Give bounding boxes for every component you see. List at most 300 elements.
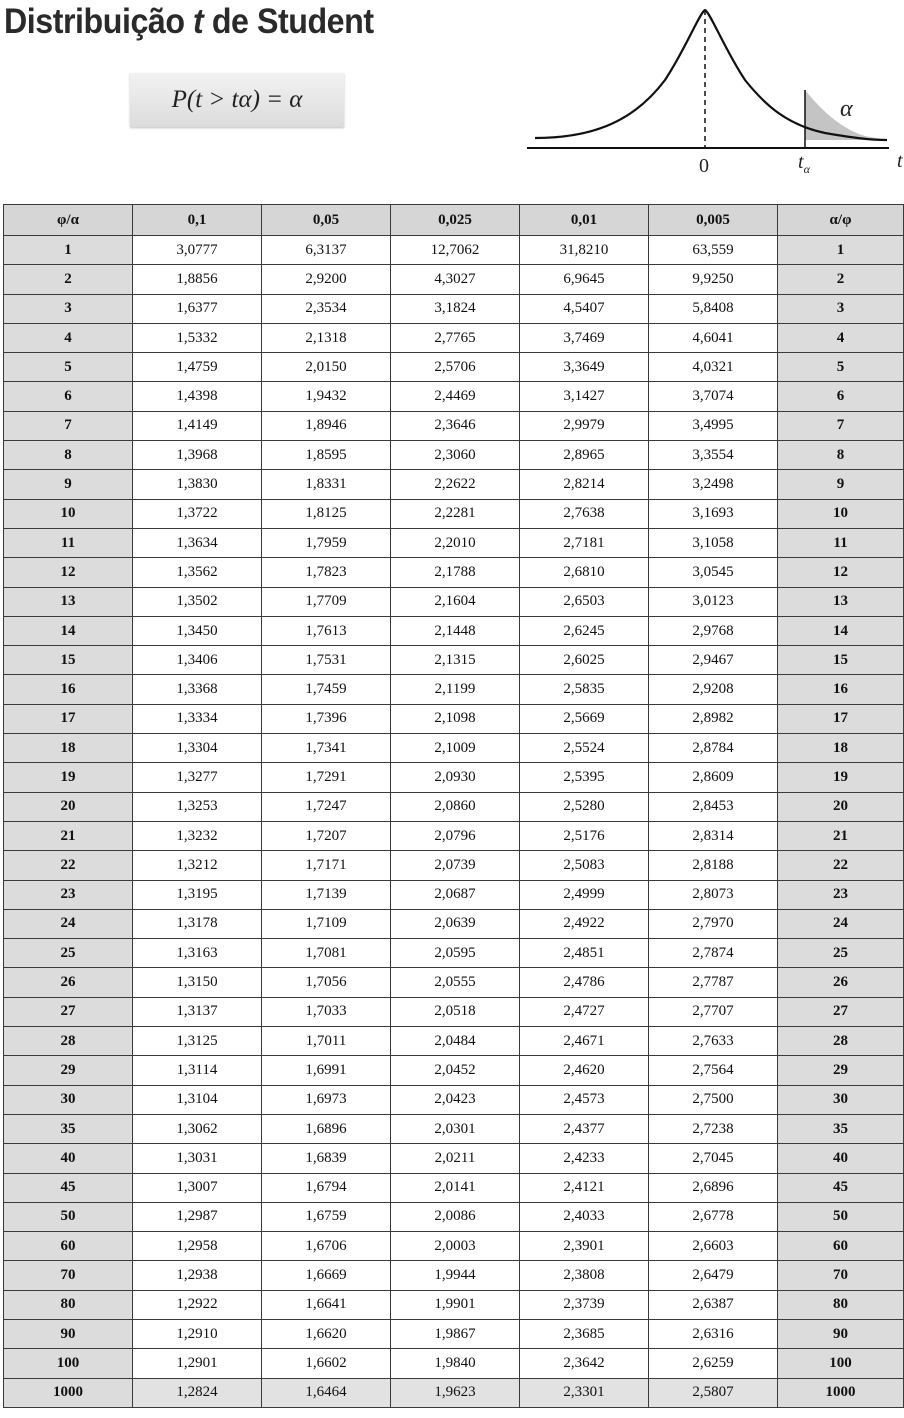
critical-value-cell: 1,7109: [262, 909, 391, 938]
critical-value-cell: 2,6259: [649, 1349, 778, 1378]
df-cell: 60: [4, 1232, 133, 1261]
critical-value-cell: 3,3554: [649, 441, 778, 470]
critical-value-cell: 2,7564: [649, 1056, 778, 1085]
critical-value-cell: 2,5669: [520, 704, 649, 733]
critical-value-cell: 2,0930: [391, 763, 520, 792]
df-cell-right: 21: [778, 821, 904, 850]
critical-value-cell: 1,3150: [133, 968, 262, 997]
df-cell-right: 10: [778, 499, 904, 528]
table-row: [4, 763, 904, 792]
critical-value-cell: 2,7707: [649, 997, 778, 1026]
critical-value-cell: 1,3195: [133, 880, 262, 909]
critical-value-cell: 2,2281: [391, 499, 520, 528]
critical-value-cell: 4,0321: [649, 353, 778, 382]
critical-value-cell: 6,9645: [520, 265, 649, 294]
critical-value-cell: 2,1315: [391, 646, 520, 675]
critical-value-cell: 2,7238: [649, 1114, 778, 1143]
critical-value-cell: 2,6778: [649, 1202, 778, 1231]
critical-value-cell: 2,3060: [391, 441, 520, 470]
df-cell: 23: [4, 880, 133, 909]
critical-value-cell: 2,8188: [649, 851, 778, 880]
critical-value-cell: 2,7633: [649, 1027, 778, 1056]
critical-value-cell: 2,8214: [520, 470, 649, 499]
critical-value-cell: 2,1448: [391, 616, 520, 645]
critical-value-cell: 2,6503: [520, 587, 649, 616]
header-df-alpha: φ/α: [4, 205, 133, 236]
critical-value-cell: 1,8595: [262, 441, 391, 470]
critical-value-cell: 1,2910: [133, 1319, 262, 1348]
critical-value-cell: 2,3646: [391, 411, 520, 440]
df-cell-right: 5: [778, 353, 904, 382]
df-cell-right: 35: [778, 1114, 904, 1143]
df-cell: 28: [4, 1027, 133, 1056]
critical-value-cell: 1,4398: [133, 382, 262, 411]
df-cell: 45: [4, 1173, 133, 1202]
critical-value-cell: 1,2922: [133, 1290, 262, 1319]
critical-value-cell: 4,3027: [391, 265, 520, 294]
table-row: [4, 821, 904, 850]
critical-value-cell: 1,6377: [133, 294, 262, 323]
critical-value-cell: 2,4121: [520, 1173, 649, 1202]
critical-value-cell: 1,3232: [133, 821, 262, 850]
critical-value-cell: 2,4233: [520, 1144, 649, 1173]
critical-value-cell: 9,9250: [649, 265, 778, 294]
critical-value-cell: 2,5280: [520, 792, 649, 821]
table-row: [4, 1261, 904, 1290]
critical-value-cell: 1,3334: [133, 704, 262, 733]
critical-value-cell: 2,6387: [649, 1290, 778, 1319]
critical-value-cell: 1,3406: [133, 646, 262, 675]
critical-value-cell: 2,2010: [391, 528, 520, 557]
critical-value-cell: 3,0123: [649, 587, 778, 616]
critical-value-cell: 1,3212: [133, 851, 262, 880]
critical-value-cell: 2,1604: [391, 587, 520, 616]
critical-value-cell: 2,0211: [391, 1144, 520, 1173]
df-cell-right: 8: [778, 441, 904, 470]
df-cell-right: 14: [778, 616, 904, 645]
df-cell: 1: [4, 236, 133, 265]
critical-value-cell: 4,5407: [520, 294, 649, 323]
critical-value-cell: 2,4469: [391, 382, 520, 411]
df-cell-right: 7: [778, 411, 904, 440]
critical-value-cell: 2,3685: [520, 1319, 649, 1348]
header-alpha-value: 0,05: [262, 205, 391, 236]
critical-value-cell: 2,2622: [391, 470, 520, 499]
df-cell-right: 16: [778, 675, 904, 704]
df-cell-right: 9: [778, 470, 904, 499]
df-cell: 22: [4, 851, 133, 880]
df-cell: 19: [4, 763, 133, 792]
df-cell: 14: [4, 616, 133, 645]
df-cell-right: 2: [778, 265, 904, 294]
critical-value-cell: 2,0595: [391, 939, 520, 968]
critical-value-cell: 2,7970: [649, 909, 778, 938]
header-row: [4, 205, 904, 236]
table-row: [4, 528, 904, 557]
critical-value-cell: 1,2958: [133, 1232, 262, 1261]
df-cell: 29: [4, 1056, 133, 1085]
critical-value-cell: 1,6641: [262, 1290, 391, 1319]
df-cell: 4: [4, 323, 133, 352]
critical-value-cell: 1,4149: [133, 411, 262, 440]
critical-value-cell: 1,7396: [262, 704, 391, 733]
alpha-label: α: [840, 96, 853, 122]
critical-value-cell: 1,8125: [262, 499, 391, 528]
critical-value-cell: 1,2938: [133, 1261, 262, 1290]
df-cell-right: 11: [778, 528, 904, 557]
critical-value-cell: 2,1098: [391, 704, 520, 733]
critical-value-cell: 1,6839: [262, 1144, 391, 1173]
page-title: [4, 2, 374, 42]
df-cell-right: 1: [778, 236, 904, 265]
df-cell-right: 15: [778, 646, 904, 675]
critical-value-cell: 2,4033: [520, 1202, 649, 1231]
critical-value-cell: 2,0518: [391, 997, 520, 1026]
table-row: [4, 1114, 904, 1143]
df-cell-right: 60: [778, 1232, 904, 1261]
critical-value-cell: 2,7500: [649, 1085, 778, 1114]
table-row: [4, 792, 904, 821]
critical-value-cell: 2,0150: [262, 353, 391, 382]
critical-value-cell: 2,6025: [520, 646, 649, 675]
df-cell: 20: [4, 792, 133, 821]
table-row: [4, 587, 904, 616]
critical-value-cell: 1,9840: [391, 1349, 520, 1378]
df-cell-right: 17: [778, 704, 904, 733]
critical-value-cell: 2,7638: [520, 499, 649, 528]
critical-value-cell: 12,7062: [391, 236, 520, 265]
df-cell: 1000: [4, 1378, 133, 1407]
critical-value-cell: 2,8609: [649, 763, 778, 792]
critical-value-cell: 3,2498: [649, 470, 778, 499]
df-cell-right: 80: [778, 1290, 904, 1319]
critical-value-cell: 2,1788: [391, 558, 520, 587]
critical-value-cell: 1,3722: [133, 499, 262, 528]
df-cell-right: 70: [778, 1261, 904, 1290]
critical-value-cell: 2,4727: [520, 997, 649, 1026]
critical-value-cell: 1,7709: [262, 587, 391, 616]
df-cell: 40: [4, 1144, 133, 1173]
table-row: [4, 1173, 904, 1202]
table-row: [4, 294, 904, 323]
critical-value-cell: 2,0860: [391, 792, 520, 821]
critical-value-cell: 3,0777: [133, 236, 262, 265]
critical-value-cell: 1,3562: [133, 558, 262, 587]
critical-value-cell: 2,0555: [391, 968, 520, 997]
df-cell: 25: [4, 939, 133, 968]
critical-value-cell: 1,6896: [262, 1114, 391, 1143]
critical-value-cell: 2,8453: [649, 792, 778, 821]
critical-value-cell: 1,7823: [262, 558, 391, 587]
critical-value-cell: 1,3968: [133, 441, 262, 470]
critical-value-cell: 2,3534: [262, 294, 391, 323]
t-distribution-curve-figure: [525, 0, 904, 180]
critical-value-cell: 2,7787: [649, 968, 778, 997]
table-row: [4, 1085, 904, 1114]
table-body: [4, 236, 904, 1408]
df-cell-right: 24: [778, 909, 904, 938]
critical-value-cell: 2,0796: [391, 821, 520, 850]
table-row: [4, 646, 904, 675]
critical-value-cell: 1,6973: [262, 1085, 391, 1114]
df-cell: 15: [4, 646, 133, 675]
critical-value-cell: 2,0301: [391, 1114, 520, 1143]
df-cell: 16: [4, 675, 133, 704]
critical-value-cell: 5,8408: [649, 294, 778, 323]
critical-value-cell: 1,6669: [262, 1261, 391, 1290]
critical-value-cell: 1,8331: [262, 470, 391, 499]
df-cell-right: 4: [778, 323, 904, 352]
table-row: [4, 1349, 904, 1378]
critical-value-cell: 2,5524: [520, 734, 649, 763]
critical-value-cell: 2,0639: [391, 909, 520, 938]
critical-value-cell: 2,5807: [649, 1378, 778, 1407]
critical-value-cell: 2,9467: [649, 646, 778, 675]
critical-value-cell: 1,6991: [262, 1056, 391, 1085]
df-cell: 11: [4, 528, 133, 557]
critical-value-cell: 2,8314: [649, 821, 778, 850]
critical-value-cell: 2,7045: [649, 1144, 778, 1173]
df-cell-right: 28: [778, 1027, 904, 1056]
critical-value-cell: 1,7341: [262, 734, 391, 763]
df-cell: 35: [4, 1114, 133, 1143]
table-row: [4, 734, 904, 763]
critical-value-cell: 2,9979: [520, 411, 649, 440]
critical-value-cell: 1,3450: [133, 616, 262, 645]
critical-value-cell: 1,2987: [133, 1202, 262, 1231]
table-row: [4, 265, 904, 294]
df-cell: 7: [4, 411, 133, 440]
critical-value-cell: 2,4786: [520, 968, 649, 997]
table-row: [4, 1290, 904, 1319]
critical-value-cell: 2,0141: [391, 1173, 520, 1202]
critical-value-cell: 2,4851: [520, 939, 649, 968]
df-cell-right: 6: [778, 382, 904, 411]
df-cell: 12: [4, 558, 133, 587]
critical-value-cell: 1,5332: [133, 323, 262, 352]
critical-value-cell: 3,1427: [520, 382, 649, 411]
critical-value-cell: 3,1693: [649, 499, 778, 528]
critical-value-cell: 1,3007: [133, 1173, 262, 1202]
critical-value-cell: 2,8784: [649, 734, 778, 763]
critical-value-cell: 2,3739: [520, 1290, 649, 1319]
df-cell: 70: [4, 1261, 133, 1290]
df-cell-right: 27: [778, 997, 904, 1026]
critical-value-cell: 1,3114: [133, 1056, 262, 1085]
table-row: [4, 997, 904, 1026]
critical-value-cell: 2,5083: [520, 851, 649, 880]
critical-value-cell: 1,9623: [391, 1378, 520, 1407]
df-cell: 3: [4, 294, 133, 323]
critical-value-cell: 1,3104: [133, 1085, 262, 1114]
t-alpha-label: $t_\alpha$: [798, 151, 810, 176]
df-cell-right: 90: [778, 1319, 904, 1348]
df-cell-right: 3: [778, 294, 904, 323]
t-distribution-table: [3, 204, 904, 1408]
critical-value-cell: 1,3830: [133, 470, 262, 499]
df-cell: 100: [4, 1349, 133, 1378]
table-row: [4, 851, 904, 880]
table-row: [4, 968, 904, 997]
table-row: [4, 1378, 904, 1407]
df-cell: 90: [4, 1319, 133, 1348]
critical-value-cell: 1,7959: [262, 528, 391, 557]
table-row: [4, 411, 904, 440]
critical-value-cell: 2,4620: [520, 1056, 649, 1085]
critical-value-cell: 1,7207: [262, 821, 391, 850]
header-alpha-value: 0,005: [649, 205, 778, 236]
df-cell-right: 19: [778, 763, 904, 792]
critical-value-cell: 2,0687: [391, 880, 520, 909]
table-row: [4, 1232, 904, 1261]
critical-value-cell: 1,7291: [262, 763, 391, 792]
df-cell: 21: [4, 821, 133, 850]
critical-value-cell: 1,7033: [262, 997, 391, 1026]
critical-value-cell: 1,3502: [133, 587, 262, 616]
header-alpha-df: α/φ: [778, 205, 904, 236]
critical-value-cell: 2,0003: [391, 1232, 520, 1261]
critical-value-cell: 1,3125: [133, 1027, 262, 1056]
df-cell-right: 30: [778, 1085, 904, 1114]
table-row: [4, 1202, 904, 1231]
df-cell-right: 26: [778, 968, 904, 997]
table-row: [4, 382, 904, 411]
formula-text: P(t > tα) = α: [171, 86, 303, 113]
critical-value-cell: 2,6810: [520, 558, 649, 587]
table-row: [4, 499, 904, 528]
df-cell-right: 18: [778, 734, 904, 763]
critical-value-cell: 1,7139: [262, 880, 391, 909]
critical-value-cell: 2,4377: [520, 1114, 649, 1143]
critical-value-cell: 1,7531: [262, 646, 391, 675]
critical-value-cell: 2,0423: [391, 1085, 520, 1114]
critical-value-cell: 1,6706: [262, 1232, 391, 1261]
critical-value-cell: 2,7181: [520, 528, 649, 557]
critical-value-cell: 1,6794: [262, 1173, 391, 1202]
df-cell-right: 25: [778, 939, 904, 968]
critical-value-cell: 2,8073: [649, 880, 778, 909]
df-cell: 30: [4, 1085, 133, 1114]
critical-value-cell: 1,9901: [391, 1290, 520, 1319]
critical-value-cell: 3,0545: [649, 558, 778, 587]
header-alpha-value: 0,025: [391, 205, 520, 236]
critical-value-cell: 2,6245: [520, 616, 649, 645]
table-row: [4, 1144, 904, 1173]
df-cell: 2: [4, 265, 133, 294]
df-cell: 80: [4, 1290, 133, 1319]
df-cell-right: 23: [778, 880, 904, 909]
table-row: [4, 675, 904, 704]
critical-value-cell: 2,4671: [520, 1027, 649, 1056]
critical-value-cell: 2,0086: [391, 1202, 520, 1231]
table-row: [4, 1319, 904, 1348]
critical-value-cell: 1,7056: [262, 968, 391, 997]
df-cell: 17: [4, 704, 133, 733]
title-variable: t: [193, 2, 204, 41]
critical-value-cell: 3,3649: [520, 353, 649, 382]
df-cell: 10: [4, 499, 133, 528]
critical-value-cell: 6,3137: [262, 236, 391, 265]
critical-value-cell: 1,3137: [133, 997, 262, 1026]
critical-value-cell: 2,7765: [391, 323, 520, 352]
critical-value-cell: 1,3178: [133, 909, 262, 938]
header-alpha-value: 0,01: [520, 205, 649, 236]
critical-value-cell: 31,8210: [520, 236, 649, 265]
critical-value-cell: 2,7874: [649, 939, 778, 968]
header-alpha-value: 0,1: [133, 205, 262, 236]
df-cell: 5: [4, 353, 133, 382]
zero-label: 0: [699, 155, 709, 177]
critical-value-cell: 1,6464: [262, 1378, 391, 1407]
table-row: [4, 1056, 904, 1085]
critical-value-cell: 1,9867: [391, 1319, 520, 1348]
df-cell: 27: [4, 997, 133, 1026]
table-row: [4, 558, 904, 587]
title-suffix: de Student: [211, 2, 374, 41]
table-row: [4, 880, 904, 909]
critical-value-cell: 2,4922: [520, 909, 649, 938]
df-cell: 18: [4, 734, 133, 763]
critical-value-cell: 2,9200: [262, 265, 391, 294]
critical-value-cell: 2,8965: [520, 441, 649, 470]
critical-value-cell: 1,3031: [133, 1144, 262, 1173]
df-cell-right: 100: [778, 1349, 904, 1378]
critical-value-cell: 3,7469: [520, 323, 649, 352]
critical-value-cell: 1,7459: [262, 675, 391, 704]
critical-value-cell: 1,7081: [262, 939, 391, 968]
df-cell-right: 1000: [778, 1378, 904, 1407]
critical-value-cell: 3,1824: [391, 294, 520, 323]
probability-formula: [130, 73, 344, 127]
critical-value-cell: 2,1318: [262, 323, 391, 352]
table-row: [4, 1027, 904, 1056]
df-cell: 8: [4, 441, 133, 470]
df-cell: 9: [4, 470, 133, 499]
critical-value-cell: 1,3368: [133, 675, 262, 704]
table-row: [4, 704, 904, 733]
critical-value-cell: 1,6759: [262, 1202, 391, 1231]
table-row: [4, 441, 904, 470]
critical-value-cell: 1,2901: [133, 1349, 262, 1378]
critical-value-cell: 2,4999: [520, 880, 649, 909]
critical-value-cell: 2,6479: [649, 1261, 778, 1290]
critical-value-cell: 2,5835: [520, 675, 649, 704]
critical-value-cell: 2,3901: [520, 1232, 649, 1261]
critical-value-cell: 1,3304: [133, 734, 262, 763]
critical-value-cell: 1,7247: [262, 792, 391, 821]
critical-value-cell: 1,9944: [391, 1261, 520, 1290]
table-row: [4, 470, 904, 499]
critical-value-cell: 2,5176: [520, 821, 649, 850]
critical-value-cell: 2,6316: [649, 1319, 778, 1348]
critical-value-cell: 4,6041: [649, 323, 778, 352]
df-cell-right: 20: [778, 792, 904, 821]
critical-value-cell: 2,0484: [391, 1027, 520, 1056]
table-row: [4, 939, 904, 968]
critical-value-cell: 1,6602: [262, 1349, 391, 1378]
critical-value-cell: 1,3277: [133, 763, 262, 792]
critical-value-cell: 2,6896: [649, 1173, 778, 1202]
df-cell: 26: [4, 968, 133, 997]
title-prefix: Distribuição: [4, 2, 185, 41]
df-cell: 6: [4, 382, 133, 411]
critical-value-cell: 1,8856: [133, 265, 262, 294]
critical-value-cell: 1,2824: [133, 1378, 262, 1407]
t-axis-label: t: [897, 150, 903, 172]
df-cell-right: 29: [778, 1056, 904, 1085]
critical-value-cell: 2,4573: [520, 1085, 649, 1114]
table-row: [4, 353, 904, 382]
